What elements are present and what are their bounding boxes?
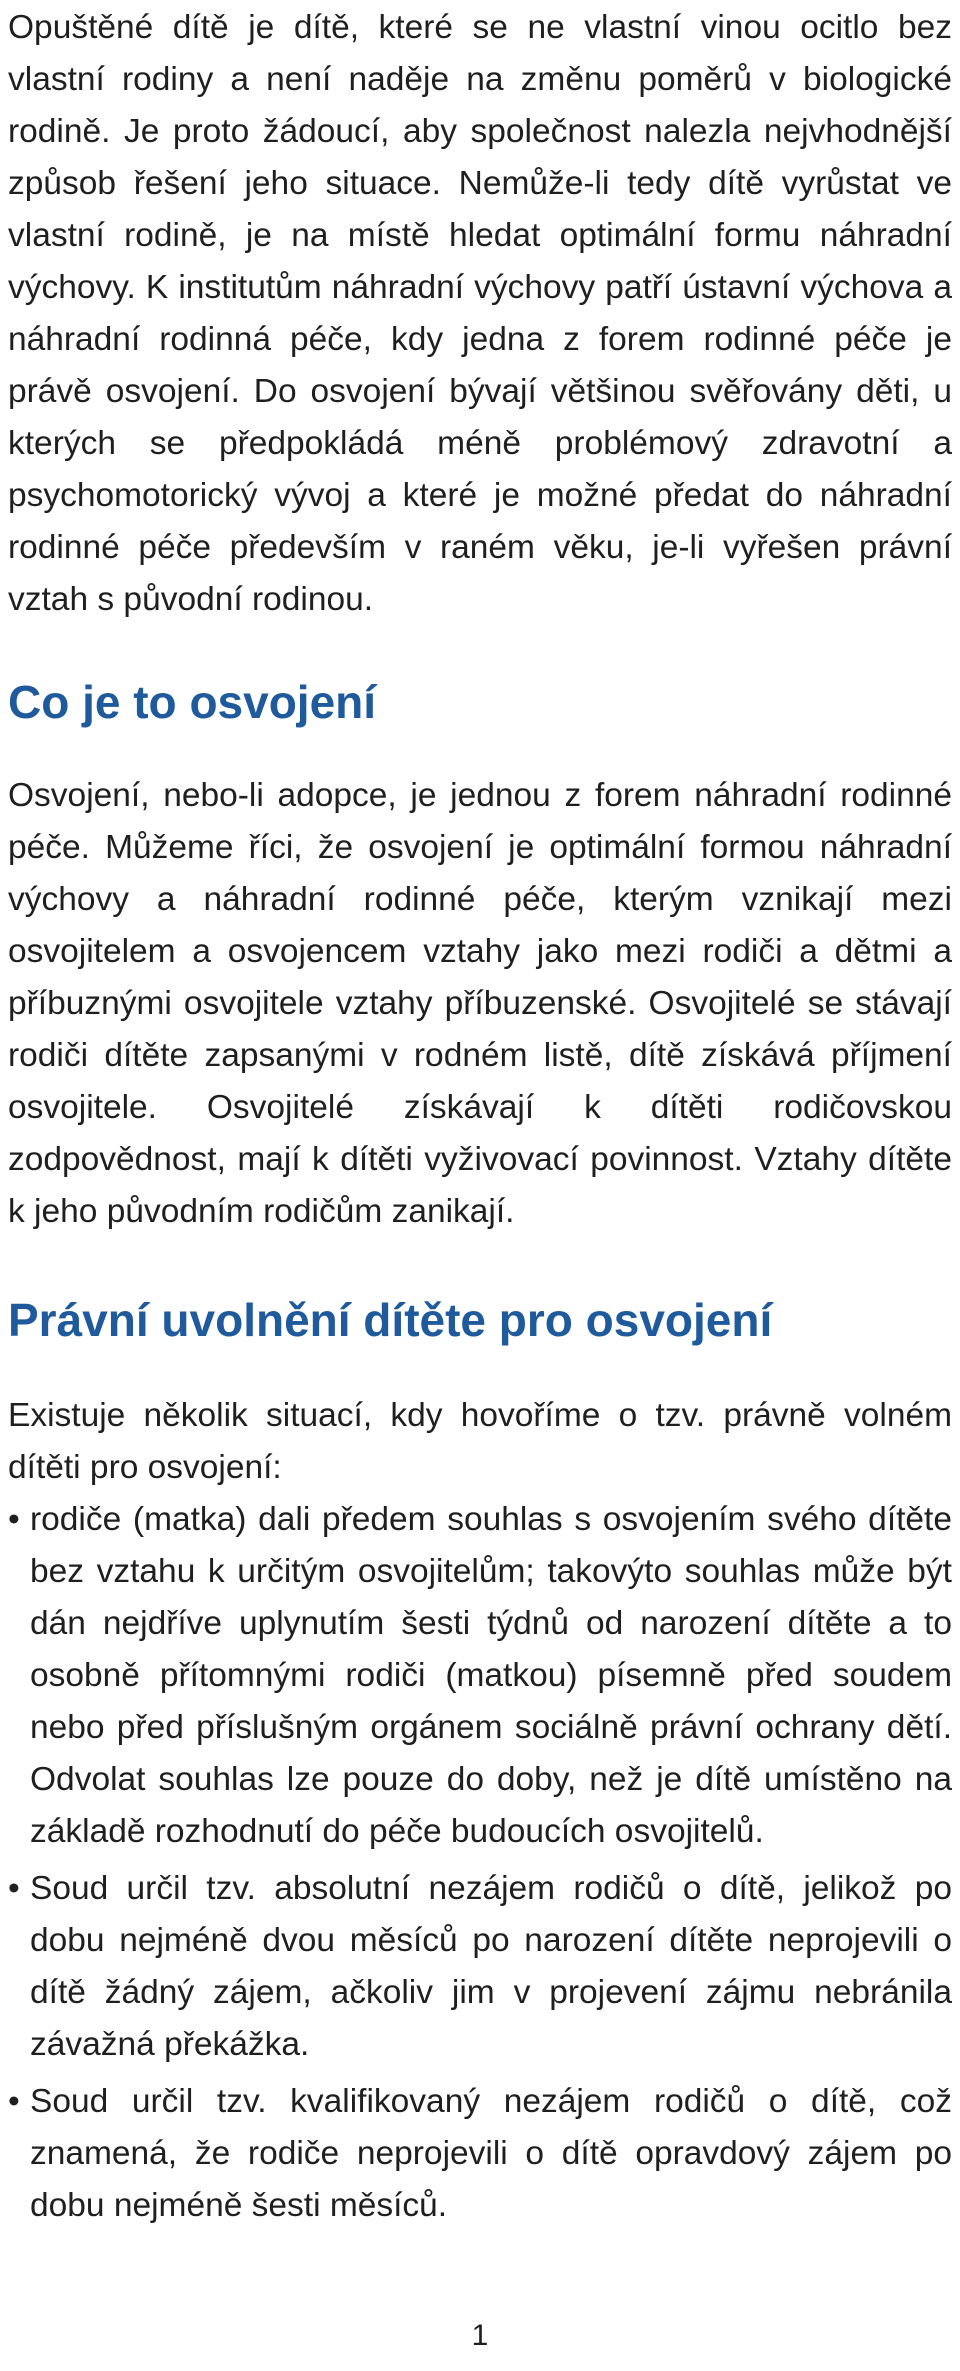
section-uvolneni-intro: Existuje několik situací, kdy hovoříme o tzv. právně volném dítěti pro osvojení: (8, 1397, 952, 1486)
list-item (8, 1863, 952, 2071)
bullet-icon: • (8, 1501, 20, 1538)
page-number: 1 (471, 2319, 489, 2352)
section-heading-co-je-to-osvojeni: Co je to osvojení (8, 676, 377, 728)
intro-paragraph: Opuštěné dítě je dítě, které se ne vlastní vinou ocitlo bez vlastní rodiny a není naděje na změnu poměrů v biologické rodině. Je proto žádoucí, aby společnost nalezla nejvhodnější způsob řešení jeho situace. Nemůže-li tedy dítě vyrůstat ve vlastní rodině, je na místě hledat optimální formu náhradní výchovy. K institutům náhradní výchovy patří ústavní výchova a náhradní rodinná péče, kdy jedna z forem rodinné péče je právě osvojení. Do osvojení bývají většinou svěřovány děti, u kterých se předpokládá méně problémový zdravotní a psychomotorický vývoj a které je možné předat do náhradní rodinné péče především v raném věku, je-li vyřešen právní vztah s původní rodinou. (8, 9, 952, 618)
bullet-icon: • (8, 1870, 20, 1907)
list-item-text: Soud určil tzv. kvalifikovaný nezájem rodičů o dítě, což znamená, že rodiče neprojevili o dítě opravdový zájem po dobu nejméně šesti měsíců. (30, 2083, 952, 2224)
bullet-icon: • (8, 2083, 20, 2120)
list-item-text: rodiče (matka) dali předem souhlas s osvojením svého dítěte bez vztahu k určitým osvojitelům; takovýto souhlas může být dán nejdříve uplynutím šesti týdnů od narození dítěte a to osobně přítomnými rodiči (matkou) písemně před soudem nebo před příslušným orgánem sociálně právní ochrany dětí. Odvolat souhlas lze pouze do doby, než je dítě umístěno na základě rozhodnutí do péče budoucích osvojitelů. (30, 1501, 952, 1850)
document-page (8, 0, 952, 2237)
section-heading-pravni-uvolneni: Právní uvolnění dítěte pro osvojení (8, 1294, 773, 1346)
list-item-text: Soud určil tzv. absolutní nezájem rodičů o dítě, jelikož po dobu nejméně dvou měsíců po narození dítěte neprojevili o dítě žádný zájem, ačkoliv jim v projevení zájmu nebránila závažná překážka. (30, 1870, 952, 2063)
list-item (8, 1494, 952, 1858)
bullet-list (8, 1494, 952, 2232)
list-item (8, 2076, 952, 2232)
section-osvojeni-paragraph: Osvojení, nebo-li adopce, je jednou z forem náhradní rodinné péče. Můžeme říci, že osvojení je optimální formou náhradní výchovy a náhradní rodinné péče, kterým vznikají mezi osvojitelem a osvojencem vztahy jako mezi rodiči a dětmi a příbuznými osvojitele vztahy příbuzenské. Osvojitelé se stávají rodiči dítěte zapsanými v rodném listě, dítě získává příjmení osvojitele. Osvojitelé získávají k dítěti rodičovskou zodpovědnost, mají k dítěti vyživovací povinnost. Vztahy dítěte k jeho původním rodičům zanikají. (8, 777, 952, 1230)
